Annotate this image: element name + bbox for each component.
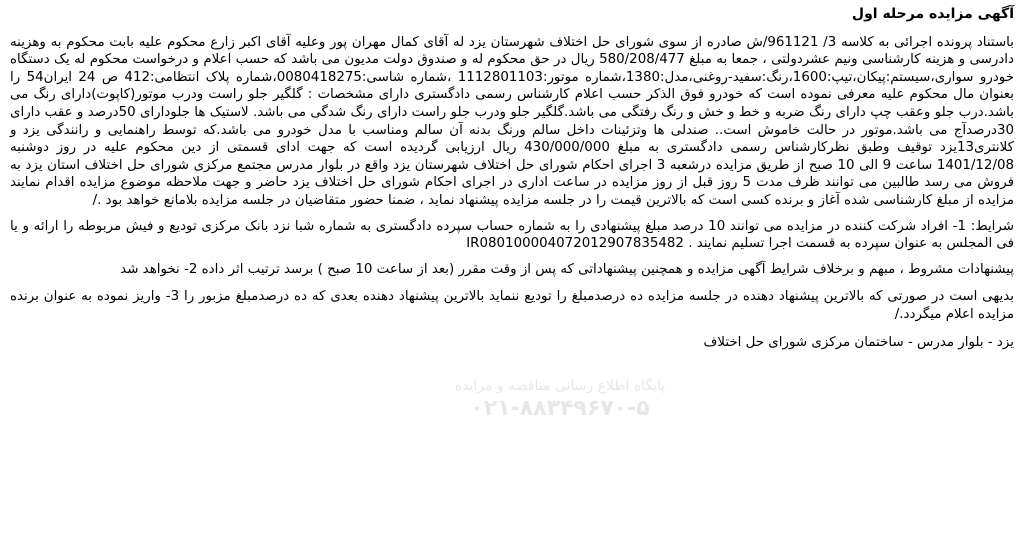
notice-signature: یزد - بلوار مدرس - ساختمان مرکزی شورای حل اختلاف [703, 334, 1014, 350]
condition-1: شرایط: 1- افراد شرکت کننده در مزایده می توانند 10 درصد مبلغ پیشنهادی را به شماره حساب سپرده دادگستری به شماره شبا نزد بانک مرکزی تودیع و فیش مربوطه را ارائه و یا فی المجلس به عنوان سپرده به قسمت اجرا تسلیم نمایند . IR080100004072012907835482 [10, 218, 1014, 252]
watermark-phone: ۰۲۱-۸۸۳۴۹۶۷۰-۵ [470, 396, 650, 421]
condition-2: پیشنهادات مشروط ، مبهم و برخلاف شرایط آگهی مزایده و همچنین پیشنهاداتی که پس از وقت مقرر (بعد از ساعت 10 صبح ) برسد ترتیب اثر داده 2- نخواهد شد [120, 261, 1014, 277]
watermark-site-name: پایگاه اطلاع رسانی مناقصه و مزایده [454, 378, 666, 394]
notice-body: باستناد پرونده اجرائی به کلاسه 3/ 961121/ش صادره از سوی شورای حل اختلاف شهرستان یزد له آقای کمال مهران پور وعلیه آقای اکبر زارع محکوم علیه بابت محکوم به وهزینه دادرسی و هزینه کارشناسی ونیم عشردولتی ، جمعا به مبلغ 580/208/477 ریال در حق محکوم له و صندوق دولت مدیون می باشد که حسب اعلام و درخواست محکوم له یک دستگاه خودرو سواری،سیستم:پیکان،تیپ:1600،رنگ:سفید-روغنی،مدل:1380،شماره موتور:1112801103 ،شماره شاسی:0080418275،شماره پلاک انتظامی:412 ص 24 ایران54 را بعنوان مال محکوم علیه معرفی نموده است که خودرو فوق الذکر حسب اعلام کارشناس رسمی دادگستری دارای مشخصات : گلگیر جلو راست ودرب موتور(کاپوت)دارای رنگ می باشد.درب جلو وعقب چپ دارای رنگ ضربه و خط و خش و رنگ رفتگی می باشد.گلگیر جلو ودرب جلو راست دارای رنگ شدگی می باشد. لاستیک ها جلودارای 50درصد و عقب دارای 30درصدآج می باشد.موتور در حالت خاموش است.. صندلی ها وتزئینات داخل سالم ورنگ بدنه آن سالم ومناسب با مدل خودرو می باشد.که توسط راهنمایی و رانندگی یزد و کلانتری13یزد توقیف وطبق نظرکارشناس رسمی دادگستری به مبلغ 430/000/000 ریال ارزیابی گردیده است که جهت ادای قسمتی از دین محکوم علیه در روز دوشنبه 1401/12/08 ساعت 9 الی 10 صبح از طریق مزایده درشعبه 3 اجرای احکام شورای حل اختلاف شهرستان یزد واقع در بلوار مدرس مجتمع مرکزی شورای حل اختلاف استان یزد به فروش می رسد طالبین می توانند ظرف مدت 5 روز قبل از روز مزایده در ساعت اداری در اجرای احکام شورای حل اختلاف یزد حاضر و جهت ملاحظه موضوع مزایده اقدام نمایند مزایده از مبلغ کارشناسی شده آغاز و برنده کسی است که بالاترین قیمت را در جلسه مزایده پیشنهاد نماید ، ضمنا حضور متقاضیان در جلسه مزایده بلامانع خواهد بود ./ [10, 34, 1015, 208]
condition-3: بدیهی است در صورتی که بالاترین پیشنهاد دهنده در جلسه مزایده ده درصدمبلغ را تودیع ننماید بالاترین پیشنهاد دهنده بعدی که ده درصدمبلغ مزبور را 3- واریز نموده به عنوان برنده مزایده اعلام میگردد./ [10, 289, 1014, 322]
auction-notice [10, 4, 1014, 536]
notice-title: آگهی مزایده مرحله اول [851, 6, 1014, 22]
